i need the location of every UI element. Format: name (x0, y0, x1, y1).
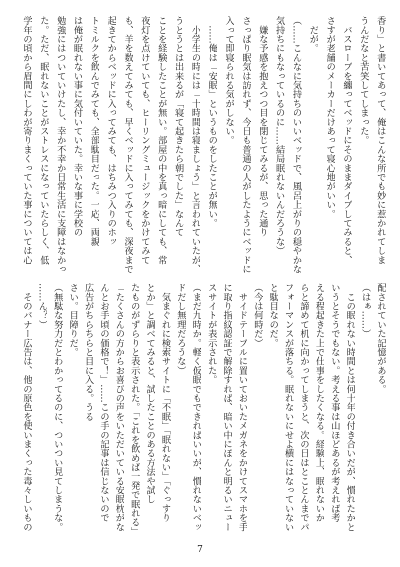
upper-text-line: 起きてからベッドに入ってみても、はちみつ入りのホッ (105, 16, 117, 246)
upper-text-line: うとうとは出来るが「寝て起きたら朝でした」なんて (172, 16, 184, 237)
upper-text-line: た。ただ、眠れないことがストレスになっていたらしく、低 (37, 16, 49, 265)
lower-text-line: （はぁ……） (359, 283, 371, 339)
upper-text-line: 入って即寝られる気がしない。 (223, 16, 235, 145)
lower-text-line: 「たくさんの方からお喜びの声をいただいている安眠枕がな (113, 283, 125, 532)
upper-text-line: 勉強にはついていけたし、幸か不幸か日常生活に支障はなかっ (54, 16, 66, 274)
upper-text-line: ことを経験したことが無い。部屋の中を真っ暗にしても、常 (155, 16, 167, 265)
upper-text-line: 嫌な予感を抱えつつ目を閉じてみるが、思った通り (256, 16, 268, 237)
lower-text-line: 配されていた記憶がある。 (374, 283, 386, 394)
upper-text-line: 香り」と書いてあって、俺はこんな所でも妙に惹かれてしま (374, 16, 386, 265)
upper-text-line: 夜灯を点けていても、ヒーリングミュージックをかけてみて (138, 16, 150, 265)
lower-text-line: とか」と調べてみると、試したことのある方法や試し (144, 283, 156, 504)
upper-text-line: 気持ちにもなっているのに……結局眠れないんだろうな） (273, 16, 285, 256)
lower-text-line: ……ん？） (36, 283, 48, 329)
upper-text-line: さすが老舗のメーカーだけあって寝心地がいい。 (324, 16, 336, 219)
lower-text-line: フォーマンスが落ちる。眠れないにせよ横にはなっていない (282, 283, 294, 532)
lower-text-line: んとお手頃の価格で！」……この手の記事は信じないので (97, 283, 109, 523)
upper-text-block (20, 16, 386, 274)
upper-text-line: さっぱり眠気は訪れず、今日も普通の人がしたようにベッドに (239, 16, 251, 274)
lower-text-line: 広告がちらちらと目に入る。うる (82, 283, 94, 421)
upper-text-line: （……こんなに気持ちのいいベッドで、風呂上がりの穏やかな (290, 16, 302, 274)
lower-text-block (20, 283, 386, 541)
lower-text-line: 気まぐれに検索サイトに「不眠」「眠れない」「ぐっすり (159, 283, 171, 523)
lower-text-line: （無駄な努力だとわかってるのに、ついつい見てしまうな。 (51, 283, 63, 532)
upper-text-line: 学年の頃から眉間にしわが寄りまくっていた事については心 (21, 16, 32, 265)
upper-text-line: だが。 (307, 16, 319, 53)
lower-text-line: （まだ九時か。軽く仮眠でもできればいいが、慣れないベッ (190, 283, 202, 532)
upper-text-line: バスローブを纏ってベッドにそのままダイブしてみると、 (341, 16, 353, 265)
lower-text-line: そのバナー広告は、他の原色を使いまくった毒々しいもの (21, 283, 32, 532)
lower-text-line: に取り指紋認証で解除すれば、暗い中にぽんと明るいニュー (221, 283, 233, 532)
lower-text-line: サイドテーブルに置いておいたメガネをかけてスマホを手 (236, 283, 248, 532)
lower-text-line: らと諦めて机に向かってしまうと、次の日はとことんまでパ (298, 283, 310, 532)
lower-text-line: （今は何時だ） (251, 283, 263, 348)
lower-text-line: ドだし無理だろうな） (174, 283, 186, 375)
lower-text-line: える程起きた上で仕事をしたくなる。経験上、眠れないか (313, 283, 325, 523)
lower-text-line: スサイトが表示された。 (205, 283, 217, 385)
lower-text-line: さい。目障りだ。 (67, 283, 79, 357)
upper-text-line: トミルクを飲んでみても、全部駄目だった。一応、両親 (88, 16, 100, 246)
page-number: 7 (197, 545, 203, 555)
lower-text-line: いうとそうでもない。考える事は山ほどあるが考えれば考 (328, 283, 340, 523)
upper-text-line: は俺が眠れない事に気付いていた。幸いな事に学校の (71, 16, 83, 237)
upper-text-line: 小学生の時には「十時間は寝ましょう」と言われていたが、 (189, 16, 201, 274)
lower-text-line: と駄目なのだ。 (267, 283, 279, 348)
lower-text-line: たものがずらりと表示された。「これを飲めば一発で眠れる」 (128, 283, 140, 536)
upper-text-line: も、羊を数えてみても、早くベッドに入ってみても、深夜まで (122, 16, 134, 274)
lower-text-line: この眠れない時間とは何十年の付き合いだが、慣れたかと (344, 283, 356, 532)
upper-text-line: ……俺は「安眠」というものをしたことが無い。 (206, 16, 218, 228)
upper-text-line: うんだなと苦笑してしまった。 (357, 16, 369, 145)
